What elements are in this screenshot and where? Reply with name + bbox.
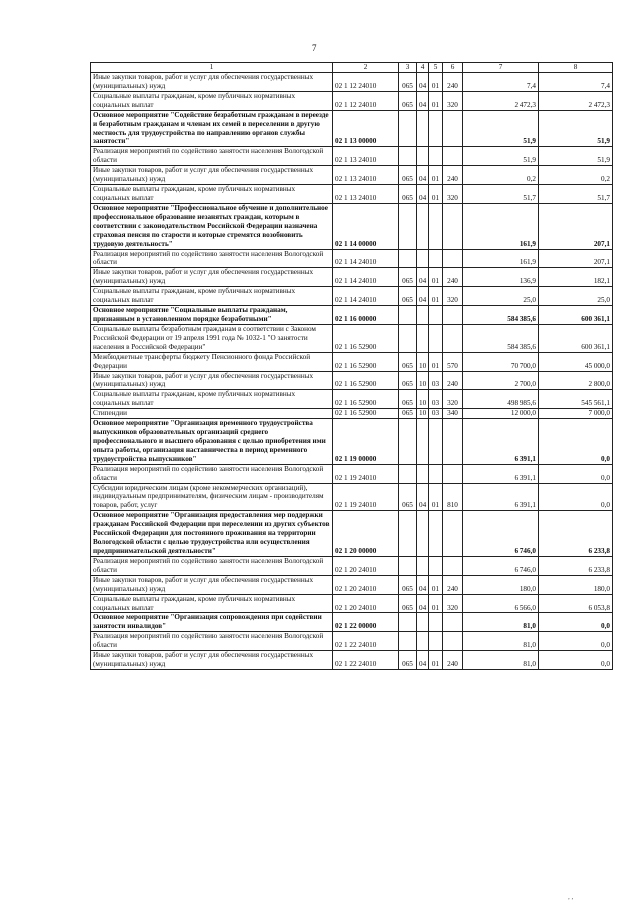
table-row [91, 110, 613, 147]
row-pr: 03 [429, 409, 443, 419]
row-value-1: 51,7 [463, 185, 539, 204]
row-code: 02 1 20 24010 [333, 556, 399, 575]
row-csr: 240 [443, 268, 463, 287]
row-pr: 01 [429, 594, 443, 613]
row-rz: 10 [417, 409, 429, 419]
row-vr [399, 324, 417, 352]
row-name: Реализация мероприятий по содействию занятости населения Вологодской области [91, 632, 333, 651]
row-value-1: 81,0 [463, 613, 539, 632]
row-value-1: 498 985,6 [463, 390, 539, 409]
table-row [91, 651, 613, 670]
row-value-1: 6 746,0 [463, 511, 539, 557]
row-rz [417, 556, 429, 575]
row-vr: 065 [399, 390, 417, 409]
budget-table [90, 62, 613, 670]
row-value-1: 161,9 [463, 203, 539, 249]
row-pr [429, 632, 443, 651]
header-cell: 7 [463, 63, 539, 73]
table-row [91, 249, 613, 268]
row-rz: 04 [417, 185, 429, 204]
row-name: Социальные выплаты безработным гражданам в соответствии с Законом Российской Федерации от 19 апреля 1991 года № 1032-1 "О занятости населения в Российской Федерации" [91, 324, 333, 352]
row-rz [417, 632, 429, 651]
row-rz: 04 [417, 483, 429, 511]
row-code: 02 1 12 24010 [333, 73, 399, 92]
row-name: Реализация мероприятий по содействию занятости населения Вологодской области [91, 147, 333, 166]
row-pr [429, 511, 443, 557]
row-vr: 065 [399, 73, 417, 92]
row-rz: 04 [417, 575, 429, 594]
row-pr [429, 556, 443, 575]
row-value-2: 6 233,8 [539, 511, 613, 557]
header-cell: 4 [417, 63, 429, 73]
row-name: Основное мероприятие "Организация временного трудоустройства выпускников образовательных организаций среднего профессионального и высшего образования с целью приобретения ими опыта работы, организация наставничества в период временного трудоустройства выпускников" [91, 419, 333, 465]
row-value-1: 51,9 [463, 110, 539, 147]
table-row [91, 91, 613, 110]
row-vr: 065 [399, 91, 417, 110]
row-name: Иные закупки товаров, работ и услуг для обеспечения государственных (муниципальных) нужд [91, 651, 333, 670]
row-code: 02 1 16 52900 [333, 324, 399, 352]
row-vr: 065 [399, 166, 417, 185]
row-vr [399, 249, 417, 268]
row-value-1: 81,0 [463, 632, 539, 651]
table-row [91, 371, 613, 390]
row-pr [429, 110, 443, 147]
row-name: Иные закупки товаров, работ и услуг для обеспечения государственных (муниципальных) нужд [91, 73, 333, 92]
row-value-2: 0,2 [539, 166, 613, 185]
row-vr [399, 147, 417, 166]
row-code: 02 1 19 24010 [333, 464, 399, 483]
row-value-1: 584 385,6 [463, 324, 539, 352]
row-rz [417, 613, 429, 632]
row-name: Иные закупки товаров, работ и услуг для обеспечения государственных (муниципальных) нужд [91, 268, 333, 287]
row-value-2: 51,9 [539, 110, 613, 147]
row-value-2: 0,0 [539, 632, 613, 651]
row-value-2: 600 361,1 [539, 306, 613, 325]
row-value-1: 2 700,0 [463, 371, 539, 390]
row-value-2: 0,0 [539, 613, 613, 632]
row-pr [429, 306, 443, 325]
row-name: Основное мероприятие "Профессиональное обучение и дополнительное профессиональное образование незанятых граждан, которым в соответствии с законодательством Российской Федерации назначена страховая пенсия по старости и которые стремятся возобновить трудовую деятельность" [91, 203, 333, 249]
row-code: 02 1 14 24010 [333, 268, 399, 287]
table-row [91, 409, 613, 419]
row-value-2: 600 361,1 [539, 324, 613, 352]
row-pr: 03 [429, 371, 443, 390]
row-value-1: 25,0 [463, 287, 539, 306]
table-row [91, 306, 613, 325]
row-rz: 04 [417, 268, 429, 287]
table-row [91, 166, 613, 185]
table-row [91, 632, 613, 651]
row-code: 02 1 14 24010 [333, 249, 399, 268]
row-rz [417, 249, 429, 268]
row-csr [443, 556, 463, 575]
row-pr [429, 203, 443, 249]
row-vr: 065 [399, 575, 417, 594]
table-row [91, 268, 613, 287]
row-vr: 065 [399, 483, 417, 511]
header-cell: 8 [539, 63, 613, 73]
row-csr: 810 [443, 483, 463, 511]
row-csr [443, 464, 463, 483]
header-cell: 2 [333, 63, 399, 73]
header-cell: 5 [429, 63, 443, 73]
table-row [91, 511, 613, 557]
row-name: Иные закупки товаров, работ и услуг для обеспечения государственных (муниципальных) нужд [91, 575, 333, 594]
row-code: 02 1 20 24010 [333, 575, 399, 594]
row-vr [399, 306, 417, 325]
row-csr [443, 632, 463, 651]
row-vr: 065 [399, 371, 417, 390]
row-code: 02 1 19 00000 [333, 419, 399, 465]
row-vr [399, 613, 417, 632]
row-csr: 240 [443, 166, 463, 185]
row-pr [429, 613, 443, 632]
row-csr [443, 147, 463, 166]
row-vr: 065 [399, 268, 417, 287]
row-pr: 01 [429, 73, 443, 92]
header-cell: 6 [443, 63, 463, 73]
row-pr [429, 464, 443, 483]
row-value-2: 51,9 [539, 147, 613, 166]
table-row [91, 556, 613, 575]
row-rz: 04 [417, 166, 429, 185]
row-code: 02 1 16 52900 [333, 371, 399, 390]
row-vr [399, 464, 417, 483]
row-csr [443, 613, 463, 632]
row-value-1: 70 700,0 [463, 352, 539, 371]
row-value-2: 2 472,3 [539, 91, 613, 110]
row-csr: 240 [443, 575, 463, 594]
row-csr: 240 [443, 651, 463, 670]
row-vr [399, 556, 417, 575]
row-value-1: 161,9 [463, 249, 539, 268]
header-cell: 1 [91, 63, 333, 73]
row-value-1: 6 391,1 [463, 464, 539, 483]
row-csr [443, 324, 463, 352]
row-csr: 320 [443, 91, 463, 110]
row-pr: 01 [429, 185, 443, 204]
row-value-2: 0,0 [539, 651, 613, 670]
row-rz [417, 203, 429, 249]
row-pr: 01 [429, 651, 443, 670]
row-code: 02 1 22 24010 [333, 651, 399, 670]
row-name: Социальные выплаты гражданам, кроме публичных нормативных социальных выплат [91, 185, 333, 204]
row-value-2: 207,1 [539, 203, 613, 249]
row-value-2: 2 800,0 [539, 371, 613, 390]
row-csr: 570 [443, 352, 463, 371]
row-name: Субсидии юридическим лицам (кроме некоммерческих организаций), индивидуальным предпринимателям, физическим лицам - производителям товаров, работ, услуг [91, 483, 333, 511]
row-value-2: 182,1 [539, 268, 613, 287]
row-csr [443, 249, 463, 268]
row-value-2: 25,0 [539, 287, 613, 306]
row-pr: 01 [429, 91, 443, 110]
row-code: 02 1 13 00000 [333, 110, 399, 147]
row-rz [417, 110, 429, 147]
row-code: 02 1 19 24010 [333, 483, 399, 511]
row-value-2: 0,0 [539, 483, 613, 511]
row-name: Социальные выплаты гражданам, кроме публичных нормативных социальных выплат [91, 594, 333, 613]
row-value-1: 6 391,1 [463, 419, 539, 465]
table-row [91, 287, 613, 306]
row-value-2: 6 233,8 [539, 556, 613, 575]
row-value-1: 2 472,3 [463, 91, 539, 110]
row-value-1: 136,9 [463, 268, 539, 287]
table-row [91, 419, 613, 465]
row-csr [443, 306, 463, 325]
row-name: Стипендии [91, 409, 333, 419]
row-csr [443, 110, 463, 147]
row-vr [399, 110, 417, 147]
row-value-1: 81,0 [463, 651, 539, 670]
table-row [91, 352, 613, 371]
row-pr [429, 419, 443, 465]
row-code: 02 1 22 24010 [333, 632, 399, 651]
table-row [91, 185, 613, 204]
row-code: 02 1 22 00000 [333, 613, 399, 632]
budget-table-container [90, 62, 612, 670]
row-vr [399, 511, 417, 557]
row-name: Социальные выплаты гражданам, кроме публичных нормативных социальных выплат [91, 91, 333, 110]
row-rz: 04 [417, 651, 429, 670]
row-rz: 04 [417, 287, 429, 306]
row-value-1: 180,0 [463, 575, 539, 594]
row-code: 02 1 14 00000 [333, 203, 399, 249]
row-vr [399, 203, 417, 249]
row-pr: 01 [429, 287, 443, 306]
row-value-1: 6 391,1 [463, 483, 539, 511]
table-row [91, 464, 613, 483]
row-code: 02 1 16 52900 [333, 352, 399, 371]
row-pr [429, 249, 443, 268]
row-value-2: 180,0 [539, 575, 613, 594]
row-code: 02 1 20 24010 [333, 594, 399, 613]
row-code: 02 1 14 24010 [333, 287, 399, 306]
row-rz [417, 306, 429, 325]
row-rz: 10 [417, 352, 429, 371]
row-csr: 240 [443, 371, 463, 390]
scan-mark: , , [568, 893, 574, 901]
row-value-2: 45 000,0 [539, 352, 613, 371]
row-value-1: 51,9 [463, 147, 539, 166]
row-value-2: 0,0 [539, 464, 613, 483]
row-csr: 340 [443, 409, 463, 419]
row-pr: 01 [429, 166, 443, 185]
row-rz [417, 147, 429, 166]
row-value-1: 0,2 [463, 166, 539, 185]
row-rz: 10 [417, 371, 429, 390]
row-vr: 065 [399, 185, 417, 204]
row-value-1: 6 746,0 [463, 556, 539, 575]
row-code: 02 1 12 24010 [333, 91, 399, 110]
table-row [91, 594, 613, 613]
row-csr [443, 203, 463, 249]
table-row [91, 483, 613, 511]
row-csr [443, 419, 463, 465]
row-csr: 240 [443, 73, 463, 92]
row-code: 02 1 16 52900 [333, 390, 399, 409]
row-csr [443, 511, 463, 557]
row-value-1: 584 385,6 [463, 306, 539, 325]
row-rz: 04 [417, 91, 429, 110]
row-csr: 320 [443, 287, 463, 306]
row-name: Иные закупки товаров, работ и услуг для обеспечения государственных (муниципальных) нужд [91, 371, 333, 390]
row-value-2: 51,7 [539, 185, 613, 204]
row-name: Основное мероприятие "Социальные выплаты гражданам, признанным в установленном порядке безработными" [91, 306, 333, 325]
header-row [91, 63, 613, 73]
page-number: 7 [312, 43, 317, 53]
row-vr: 065 [399, 594, 417, 613]
table-row [91, 147, 613, 166]
row-rz [417, 464, 429, 483]
row-pr: 03 [429, 390, 443, 409]
row-value-2: 207,1 [539, 249, 613, 268]
row-code: 02 1 16 00000 [333, 306, 399, 325]
table-row [91, 203, 613, 249]
row-code: 02 1 13 24010 [333, 166, 399, 185]
table-row [91, 73, 613, 92]
row-name: Социальные выплаты гражданам, кроме публичных нормативных социальных выплат [91, 390, 333, 409]
row-rz: 04 [417, 594, 429, 613]
table-row [91, 613, 613, 632]
row-value-2: 545 561,1 [539, 390, 613, 409]
row-pr [429, 147, 443, 166]
row-rz: 04 [417, 73, 429, 92]
row-value-1: 6 566,0 [463, 594, 539, 613]
row-name: Реализация мероприятий по содействию занятости населения Вологодской области [91, 464, 333, 483]
row-name: Основное мероприятие "Содействие безработным гражданам в переезде и безработным гражданам и членам их семей в переселении в другую местность для трудоустройства по направлению органов службы занятости" [91, 110, 333, 147]
row-pr: 01 [429, 575, 443, 594]
row-csr: 320 [443, 594, 463, 613]
row-code: 02 1 13 24010 [333, 147, 399, 166]
row-name: Межбюджетные трансферты бюджету Пенсионного фонда Российской Федерации [91, 352, 333, 371]
row-value-2: 0,0 [539, 419, 613, 465]
row-pr [429, 324, 443, 352]
row-value-2: 6 053,8 [539, 594, 613, 613]
row-name: Реализация мероприятий по содействию занятости населения Вологодской области [91, 556, 333, 575]
row-rz [417, 419, 429, 465]
row-code: 02 1 20 00000 [333, 511, 399, 557]
row-vr: 065 [399, 651, 417, 670]
table-row [91, 390, 613, 409]
table-body [91, 73, 613, 670]
table-row [91, 324, 613, 352]
row-name: Иные закупки товаров, работ и услуг для обеспечения государственных (муниципальных) нужд [91, 166, 333, 185]
row-csr: 320 [443, 390, 463, 409]
row-pr: 01 [429, 483, 443, 511]
row-name: Социальные выплаты гражданам, кроме публичных нормативных социальных выплат [91, 287, 333, 306]
row-pr: 01 [429, 268, 443, 287]
row-csr: 320 [443, 185, 463, 204]
row-name: Основное мероприятие "Организация сопровождения при содействии занятости инвалидов" [91, 613, 333, 632]
row-name: Основное мероприятие "Организация предоставления мер поддержки гражданам Российской Федерации при переселении из других субъектов Российской Федерации для постоянного проживания на территории Вологодской области с целью трудоустройства или осуществления предпринимательской деятельности" [91, 511, 333, 557]
row-vr [399, 419, 417, 465]
table-row [91, 575, 613, 594]
row-value-2: 7,4 [539, 73, 613, 92]
row-code: 02 1 16 52900 [333, 409, 399, 419]
row-vr [399, 632, 417, 651]
row-vr: 065 [399, 287, 417, 306]
row-value-1: 12 000,0 [463, 409, 539, 419]
row-value-2: 7 000,0 [539, 409, 613, 419]
row-code: 02 1 13 24010 [333, 185, 399, 204]
row-vr: 065 [399, 409, 417, 419]
row-value-1: 7,4 [463, 73, 539, 92]
row-rz [417, 324, 429, 352]
row-rz: 10 [417, 390, 429, 409]
row-name: Реализация мероприятий по содействию занятости населения Вологодской области [91, 249, 333, 268]
row-pr: 01 [429, 352, 443, 371]
row-vr: 065 [399, 352, 417, 371]
row-rz [417, 511, 429, 557]
header-cell: 3 [399, 63, 417, 73]
